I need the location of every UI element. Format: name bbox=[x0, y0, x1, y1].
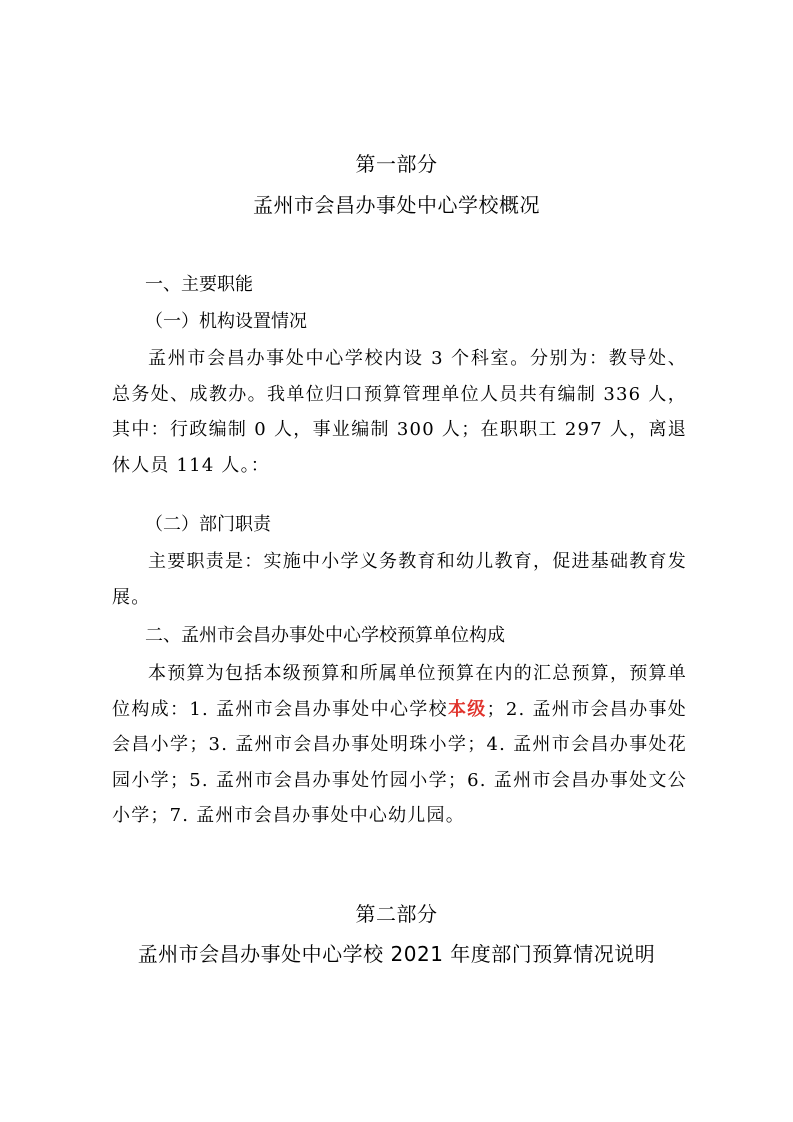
section1-sub2-heading: （二）部门职责 bbox=[145, 514, 271, 535]
institution-setup-text: 孟州市会昌办事处中心学校内设 3 个科室。分别为：教导处、总务处、成教办。我单位归口预算管理单位人员共有编制 336 人，其中：行政编制 0 人，事业编制 300 人；在职职工 297 人，离退休人员 114 人。： bbox=[112, 348, 687, 476]
part1-subtitle: 孟州市会昌办事处中心学校概况 bbox=[253, 193, 540, 217]
section2-paragraph bbox=[112, 656, 687, 834]
budget-units-text-before: 本预算为包括本级预算和所属单位预算在内的汇总预算，预算单位构成：1. 孟州市会昌办事处中心学校 bbox=[112, 663, 687, 720]
responsibilities-text: 主要职责是：实施中小学义务教育和幼儿教育，促进基础教育发展。 bbox=[112, 551, 687, 608]
section1-sub2-paragraph bbox=[112, 544, 687, 615]
highlighted-term: 本级 bbox=[447, 698, 487, 720]
budget-units-text-after: ；2. 孟州市会昌办事处会昌小学；3. 孟州市会昌办事处明珠小学；4. 孟州市会昌办事处花园小学；5. 孟州市会昌办事处竹园小学；6. 孟州市会昌办事处文公小学；7. 孟州市会昌办事处中心幼儿园。 bbox=[112, 698, 688, 826]
section2-heading: 二、孟州市会昌办事处中心学校预算单位构成 bbox=[145, 625, 505, 646]
part2-subtitle: 孟州市会昌办事处中心学校 2021 年度部门预算情况说明 bbox=[137, 942, 656, 966]
budget-units-text bbox=[112, 656, 687, 834]
section1-sub1-paragraph bbox=[112, 341, 687, 483]
part2-heading: 第二部分 bbox=[355, 902, 438, 926]
section1-heading: 一、主要职能 bbox=[145, 274, 253, 295]
part1-heading: 第一部分 bbox=[355, 152, 438, 176]
section1-sub1-heading: （一）机构设置情况 bbox=[145, 311, 307, 332]
